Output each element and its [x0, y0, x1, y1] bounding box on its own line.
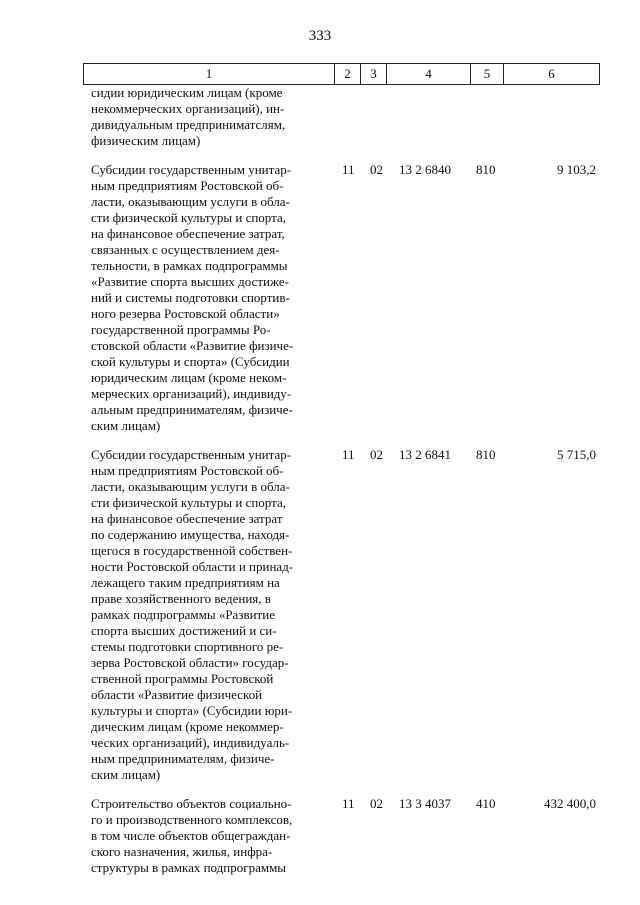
- column-header-3: 3: [361, 64, 387, 84]
- description-line: культуры и спорта» (Субсидии юри-: [91, 703, 293, 718]
- description-line: ности Ростовской области и принад-: [91, 559, 294, 574]
- cell-rz: 11: [342, 162, 355, 177]
- cell-description: [83, 796, 341, 876]
- cell-rz: 11: [342, 796, 355, 811]
- cell-description: [83, 447, 341, 783]
- description-line: лежащего таким предприятиям на: [91, 575, 280, 590]
- cell-csr: 13 2 6841: [399, 447, 451, 462]
- description-line: ласти, оказывающим услуги в обла-: [91, 479, 290, 494]
- table-row: [83, 796, 600, 876]
- description-line: рамках подпрограммы «Развитие: [91, 607, 275, 622]
- description-line: ным предпринимателям, физиче-: [91, 751, 275, 766]
- description-line: сидии юридическим лицам (кроме: [91, 85, 283, 100]
- description-line: Строительство объектов социально-: [91, 796, 292, 811]
- cell-sum: 432 400,0: [544, 796, 596, 811]
- column-header-6: 6: [548, 66, 555, 81]
- cell-vr: 410: [476, 796, 496, 811]
- cell-csr: 13 2 6840: [399, 162, 451, 177]
- description-line: дическим лицам (кроме некоммер-: [91, 719, 284, 734]
- cell-pr: 02: [370, 162, 383, 177]
- table-row: [83, 162, 600, 434]
- table-row: [83, 85, 600, 149]
- description-line: физическим лицам): [91, 133, 201, 148]
- table-row: [83, 447, 600, 783]
- description-line: в том числе объектов общеграждан-: [91, 828, 291, 843]
- description-line: сти физической культуры и спорта,: [91, 495, 286, 510]
- column-header-5: 5: [471, 64, 504, 84]
- description-line: сти физической культуры и спорта,: [91, 210, 286, 225]
- description-line: ного резерва Ростовской области»: [91, 306, 280, 321]
- description-line: Субсидии государственным унитар-: [91, 162, 292, 177]
- description-line: спорта высших достижений и си-: [91, 623, 277, 638]
- description-line: ственной программы Ростовской: [91, 671, 274, 686]
- column-header-4: 4: [387, 64, 471, 84]
- description-line: стовской области «Развитие физиче-: [91, 338, 294, 353]
- description-line: альным предпринимателям, физиче-: [91, 402, 293, 417]
- description-line: по содержанию имущества, находя-: [91, 527, 290, 542]
- column-header-1: 1: [84, 64, 335, 84]
- description-line: ским лицам): [91, 767, 161, 782]
- cell-sum: 5 715,0: [557, 447, 596, 462]
- description-line: на финансовое обеспечение затрат: [91, 511, 283, 526]
- description-line: щегося в государственной собствен-: [91, 543, 293, 558]
- description-line: праве хозяйственного ведения, в: [91, 591, 271, 606]
- description-line: ческих организаций), индивидуаль-: [91, 735, 290, 750]
- description-line: связанных с осуществлением дея-: [91, 242, 280, 257]
- budget-table: [83, 63, 600, 876]
- description-line: зерва Ростовской области» государ-: [91, 655, 289, 670]
- cell-pr: 02: [370, 447, 383, 462]
- description-line: ным предприятиям Ростовской об-: [91, 178, 284, 193]
- description-line: ний и системы подготовки спортив-: [91, 290, 290, 305]
- description-line: ской культуры и спорта» (Субсидии: [91, 354, 290, 369]
- cell-rz: 11: [342, 447, 355, 462]
- table-body: [83, 85, 600, 876]
- description-line: ским лицам): [91, 418, 161, 433]
- description-line: области «Развитие физической: [91, 687, 263, 702]
- column-header-2: 2: [335, 64, 361, 84]
- page-number: 333: [308, 28, 332, 44]
- description-line: некоммерческих организаций), ин-: [91, 101, 285, 116]
- description-line: ным предприятиям Ростовской об-: [91, 463, 284, 478]
- description-line: ского назначения, жилья, инфра-: [91, 844, 273, 859]
- description-line: дивидуальным предприниматслям,: [91, 117, 286, 132]
- description-line: структуры в рамках подпрограммы: [91, 860, 287, 875]
- table-header: [83, 63, 600, 85]
- description-line: ласти, оказывающим услуги в обла-: [91, 194, 290, 209]
- description-line: стемы подготовки спортивного ре-: [91, 639, 284, 654]
- cell-description: [83, 162, 341, 434]
- description-line: тельности, в рамках подпрограммы: [91, 258, 288, 273]
- description-line: мерческих организаций), индивиду-: [91, 386, 292, 401]
- cell-sum: 9 103,2: [557, 162, 596, 177]
- description-line: Субсидии государственным унитар-: [91, 447, 292, 462]
- description-line: юридическим лицам (кроме неком-: [91, 370, 287, 385]
- cell-pr: 02: [370, 796, 383, 811]
- cell-description: [83, 85, 341, 149]
- cell-csr: 13 3 4037: [399, 796, 451, 811]
- description-line: государственной программы Ро-: [91, 322, 271, 337]
- cell-vr: 810: [476, 447, 496, 462]
- description-line: «Развитие спорта высших достиже-: [91, 274, 289, 289]
- description-line: го и производственного комплексов,: [91, 812, 293, 827]
- description-line: на финансовое обеспечение затрат,: [91, 226, 285, 241]
- cell-vr: 810: [476, 162, 496, 177]
